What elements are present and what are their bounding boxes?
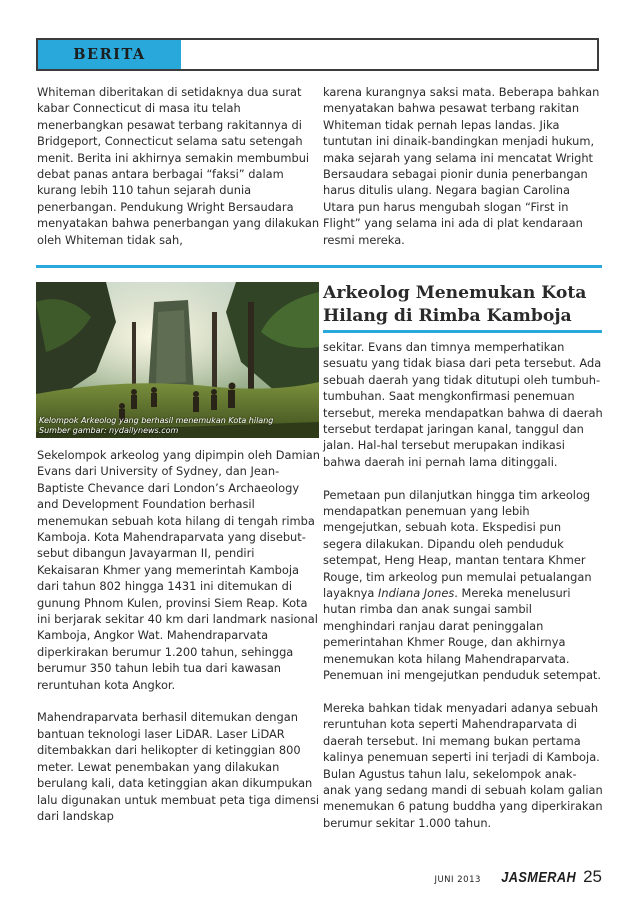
paragraph-text: . Mereka menelusuri hutan rimba dan anak sungai sambil menghindari ranjau darat peninggalan pemerintahan Khmer Rouge, dan akhirnya menemukan kota hilang Mahendraparvata. Penemuan ini mengejutkan penduduk setempat. bbox=[323, 586, 602, 683]
photo-caption bbox=[36, 416, 319, 436]
paragraph: karena kurangnya saksi mata. Beberapa bahkan menyatakan bahwa pesawat terbang rakitan Whiteman tidak pernah lepas landas. Jika tuntutan ini dinaik-bandingkan menjadi hukum, maka sejarah yang selama ini mencatat Wright Bersaudara sebagai pionir dunia penerbangan harus ditulis ulang. Negara bagian Carolina Utara pun harus mengubah slogan “First in Flight” yang selama ini ada di plat kendaraan resmi mereka. bbox=[323, 85, 600, 247]
title-underline bbox=[323, 330, 602, 333]
top-right-column bbox=[323, 84, 603, 248]
jungle-expedition-image bbox=[36, 282, 319, 438]
article-left-column bbox=[37, 447, 320, 824]
paragraph-text: Pemetaan pun dilanjutkan hingga tim arkeolog mendapatkan penemuan yang lebih mengejutkan, sebuah kota. Ekspedisi pun segera dilakukan. Dipandu oleh penduduk setempat, Heng Heap, mantan tentara Khmer Rouge, tim arkeolog pun memulai petualangan layaknya bbox=[323, 487, 592, 601]
section-label: BERITA bbox=[38, 40, 181, 69]
emphasized-title: Indiana Jones bbox=[378, 586, 455, 601]
section-divider bbox=[36, 265, 602, 268]
article-title: Arkeolog Menemukan Kota Hilang di Rimba Kamboja bbox=[323, 283, 587, 326]
paragraph: Whiteman diberitakan di setidaknya dua surat kabar Connecticut di masa itu telah menerbangkan pesawat terbang rakitannya di Bridgeport, Connecticut selama satu setengah menit. Berita ini akhirnya semakin membumbui debat panas antara berbagai “faksi” dalam kurang lebih 110 tahun sejarah dunia penerbangan. Pendukung Wright Bersaudara menyatakan bahwa penerbangan yang dilakukan oleh Whiteman tidak sah, bbox=[37, 85, 320, 247]
page-footer bbox=[434, 867, 602, 891]
paragraph: Mereka bahkan tidak menyadari adanya sebuah reruntuhan kota seperti Mahendraparvata di daerah tersebut. Ini memang bukan pertama kalinya penemuan seperti ini terjadi di Kamboja. Bulan Agustus tahun lalu, sekelompok anak-anak yang sedang mandi di sebuah kolam galian menemukan 6 patung buddha yang diperkirakan berumur sekitar 1.000 tahun. bbox=[323, 700, 603, 830]
page-number: 25 bbox=[583, 867, 602, 886]
issue-date: JUNI 2013 bbox=[434, 875, 481, 885]
section-header-bar bbox=[36, 38, 599, 71]
top-left-column bbox=[37, 84, 320, 248]
paragraph: Sekelompok arkeolog yang dipimpin oleh Damian Evans dari University of Sydney, dan Jean-Baptiste Chevance dari London’s Archaeology and Development Foundation berhasil menemukan sebuah kota hilang di tengah rimba Kamboja. Kota Mahendraparvata yang disebut-sebut dibangun Javayarman II, pendiri Kekaisaran Khmer yang memerintah Kamboja dari tahun 802 hingga 1431 ini ditemukan di gunung Phnom Kulen, provinsi Siem Reap. Kota ini berjarak sekitar 40 km dari landmark nasional Kamboja, Angkor Wat. Mahendraparvata diperkirakan berumur 1.200 tahun, sehingga berumur 350 tahun lebih tua dari kawasan reruntuhan kota Angkor. bbox=[37, 448, 321, 692]
paragraph: Mahendraparvata berhasil ditemukan dengan bantuan teknologi laser LiDAR. Laser LiDAR ditembakkan dari helikopter di ketinggian 800 meter. Lewat penembakan yang dilakukan berulang kali, data ketinggian akan dikumpukan lalu digunakan untuk membuat peta tiga dimensi dari landskap bbox=[37, 710, 320, 823]
paragraph: sekitar. Evans dan timnya memperhatikan sesuatu yang tidak biasa dari peta tersebut. Ada sebuah daerah yang tidak ditutupi oleh tumbuh-tumbuhan. Saat mengkonfirmasi penemuan tersebut, mereka mendapatkan bahwa di daerah tersebut terdapat jaringan kanal, tanggul dan jalan. Hal-hal tersebut merupakan indikasi bahwa daerah ini pernah lama ditinggali. bbox=[323, 340, 603, 469]
article-right-column bbox=[323, 339, 603, 831]
article-photo bbox=[36, 282, 319, 438]
magazine-name: JASMERAH bbox=[501, 869, 577, 886]
paragraph bbox=[323, 487, 603, 684]
caption-text: Kelompok Arkeolog yang berhasil menemukan Kota hilang bbox=[39, 416, 274, 425]
caption-source: Sumber gambar: nydailynews.com bbox=[39, 426, 179, 435]
